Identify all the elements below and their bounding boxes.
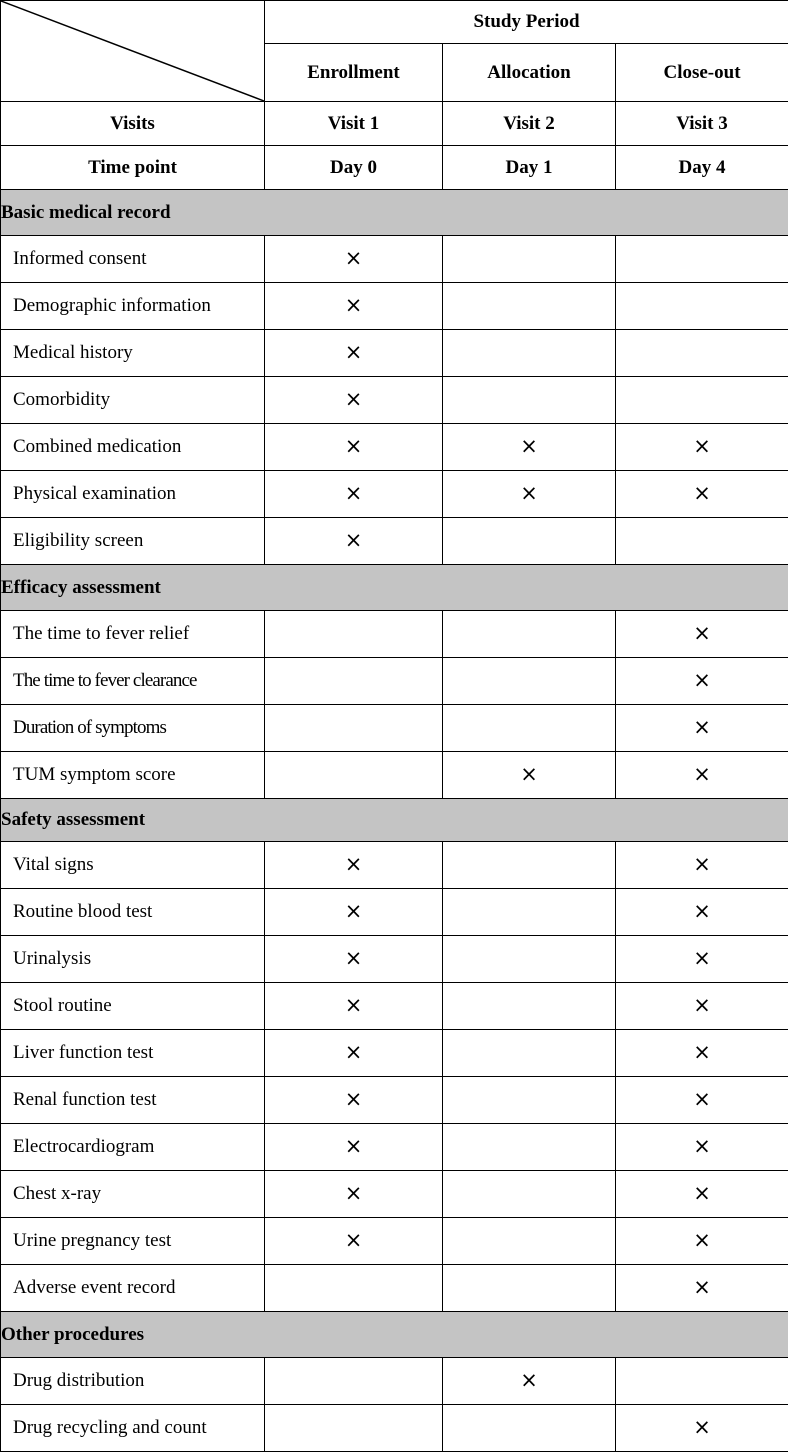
visit-3-cell (616, 1405, 788, 1452)
visit-3-cell (616, 471, 788, 518)
timepoint-label: Time point (1, 146, 265, 190)
visit-1-cell (265, 1030, 443, 1077)
visit-1: Visit 1 (265, 102, 443, 146)
visits-label: Visits (1, 102, 265, 146)
table-row (1, 1077, 788, 1124)
visit-1-cell (265, 1358, 443, 1405)
table-row (1, 611, 788, 658)
section-title: Other procedures (1, 1312, 788, 1358)
row-label: The time to fever relief (1, 611, 265, 658)
visit-3-cell (616, 1124, 788, 1171)
visit-1-cell (265, 330, 443, 377)
visit-1-cell (265, 1265, 443, 1312)
table-row (1, 236, 788, 283)
check-mark-icon: × (345, 852, 363, 876)
check-mark-icon: × (345, 528, 363, 552)
visit-1-cell (265, 983, 443, 1030)
row-label: Drug recycling and count (1, 1405, 265, 1452)
check-mark-icon: × (345, 946, 363, 970)
row-label: Stool routine (1, 983, 265, 1030)
visit-2-cell (443, 936, 616, 983)
check-mark-icon: × (693, 852, 711, 876)
visit-1-cell (265, 1218, 443, 1265)
row-label: Urine pregnancy test (1, 1218, 265, 1265)
check-mark-icon: × (693, 1134, 711, 1158)
visit-2-cell (443, 1218, 616, 1265)
table-row (1, 705, 788, 752)
row-label: Urinalysis (1, 936, 265, 983)
check-mark-icon: × (345, 1040, 363, 1064)
check-mark-icon: × (693, 1228, 711, 1252)
check-mark-icon: × (345, 246, 363, 270)
visit-1-cell (265, 518, 443, 565)
visit-2-cell (443, 424, 616, 471)
table-row (1, 936, 788, 983)
row-label: The time to fever clearance (1, 658, 265, 705)
visit-2-cell (443, 658, 616, 705)
check-mark-icon: × (693, 1040, 711, 1064)
visit-3-cell (616, 889, 788, 936)
check-mark-icon: × (693, 762, 711, 786)
row-label: TUM symptom score (1, 752, 265, 799)
visit-3-cell (616, 424, 788, 471)
visit-1-cell (265, 1077, 443, 1124)
visit-3: Visit 3 (616, 102, 788, 146)
visit-2-cell (443, 1077, 616, 1124)
check-mark-icon: × (345, 387, 363, 411)
visit-1-cell (265, 752, 443, 799)
table-row (1, 1218, 788, 1265)
check-mark-icon: × (520, 762, 538, 786)
visit-1-cell (265, 889, 443, 936)
visit-3-cell (616, 658, 788, 705)
check-mark-icon: × (345, 1228, 363, 1252)
phase-close-out: Close-out (616, 44, 788, 102)
visit-3-cell (616, 1171, 788, 1218)
row-label: Comorbidity (1, 377, 265, 424)
visit-1-cell (265, 377, 443, 424)
visit-2-cell (443, 983, 616, 1030)
study-period-header: Study Period (265, 1, 788, 44)
table-row (1, 471, 788, 518)
visit-3-cell (616, 330, 788, 377)
visit-2-cell (443, 1030, 616, 1077)
section-title: Basic medical record (1, 190, 788, 236)
row-label: Duration of symptoms (1, 705, 265, 752)
check-mark-icon: × (345, 1087, 363, 1111)
table-row (1, 1124, 788, 1171)
visit-2-cell (443, 1358, 616, 1405)
visit-1-cell (265, 936, 443, 983)
table-row (1, 424, 788, 471)
table-row (1, 377, 788, 424)
check-mark-icon: × (345, 993, 363, 1017)
visit-3-cell (616, 1030, 788, 1077)
row-label: Vital signs (1, 842, 265, 889)
table-row (1, 658, 788, 705)
phase-enrollment: Enrollment (265, 44, 443, 102)
check-mark-icon: × (693, 899, 711, 923)
visit-3-cell (616, 842, 788, 889)
visit-1-cell (265, 236, 443, 283)
timepoint-day-1: Day 1 (443, 146, 616, 190)
visit-3-cell (616, 1218, 788, 1265)
header-corner-diagonal (1, 1, 265, 102)
row-label: Combined medication (1, 424, 265, 471)
visit-1-cell (265, 424, 443, 471)
visit-1-cell (265, 658, 443, 705)
section-title: Safety assessment (1, 799, 788, 842)
check-mark-icon: × (345, 293, 363, 317)
table-row (1, 1171, 788, 1218)
row-label: Routine blood test (1, 889, 265, 936)
visit-2-cell (443, 377, 616, 424)
row-label: Demographic information (1, 283, 265, 330)
check-mark-icon: × (345, 899, 363, 923)
visit-3-cell (616, 1265, 788, 1312)
check-mark-icon: × (693, 946, 711, 970)
visit-2-cell (443, 611, 616, 658)
table-row (1, 1030, 788, 1077)
visit-2-cell (443, 1171, 616, 1218)
check-mark-icon: × (520, 1368, 538, 1392)
check-mark-icon: × (345, 434, 363, 458)
visit-2-cell (443, 236, 616, 283)
visit-3-cell (616, 983, 788, 1030)
visit-2-cell (443, 705, 616, 752)
table-row (1, 752, 788, 799)
visit-2-cell (443, 283, 616, 330)
visit-3-cell (616, 377, 788, 424)
visit-2: Visit 2 (443, 102, 616, 146)
check-mark-icon: × (693, 1087, 711, 1111)
check-mark-icon: × (693, 668, 711, 692)
table-row (1, 1358, 788, 1405)
visit-2-cell (443, 330, 616, 377)
table-row (1, 1265, 788, 1312)
check-mark-icon: × (693, 715, 711, 739)
check-mark-icon: × (345, 1134, 363, 1158)
row-label: Drug distribution (1, 1358, 265, 1405)
visit-2-cell (443, 471, 616, 518)
row-label: Informed consent (1, 236, 265, 283)
phase-allocation: Allocation (443, 44, 616, 102)
visit-1-cell (265, 842, 443, 889)
visit-1-cell (265, 283, 443, 330)
section-row (1, 799, 788, 842)
section-row (1, 565, 788, 611)
check-mark-icon: × (693, 481, 711, 505)
visit-3-cell (616, 1358, 788, 1405)
check-mark-icon: × (693, 1275, 711, 1299)
visit-3-cell (616, 936, 788, 983)
visit-3-cell (616, 283, 788, 330)
visit-1-cell (265, 1171, 443, 1218)
row-label: Eligibility screen (1, 518, 265, 565)
visit-2-cell (443, 752, 616, 799)
visit-2-cell (443, 889, 616, 936)
visit-2-cell (443, 1124, 616, 1171)
table-row (1, 842, 788, 889)
visit-1-cell (265, 1405, 443, 1452)
row-label: Renal function test (1, 1077, 265, 1124)
row-label: Physical examination (1, 471, 265, 518)
visit-2-cell (443, 518, 616, 565)
section-row (1, 190, 788, 236)
table-row (1, 283, 788, 330)
table-row (1, 1405, 788, 1452)
visit-1-cell (265, 611, 443, 658)
visit-3-cell (616, 518, 788, 565)
visit-3-cell (616, 705, 788, 752)
row-label: Adverse event record (1, 1265, 265, 1312)
visit-1-cell (265, 705, 443, 752)
check-mark-icon: × (693, 993, 711, 1017)
check-mark-icon: × (693, 1415, 711, 1439)
schedule-body (1, 190, 788, 1452)
section-title: Efficacy assessment (1, 565, 788, 611)
visit-3-cell (616, 236, 788, 283)
visit-2-cell (443, 842, 616, 889)
check-mark-icon: × (345, 481, 363, 505)
visit-2-cell (443, 1265, 616, 1312)
check-mark-icon: × (693, 434, 711, 458)
table-row (1, 330, 788, 377)
table-row (1, 889, 788, 936)
check-mark-icon: × (520, 434, 538, 458)
visit-1-cell (265, 1124, 443, 1171)
check-mark-icon: × (345, 1181, 363, 1205)
row-label: Medical history (1, 330, 265, 377)
visit-2-cell (443, 1405, 616, 1452)
check-mark-icon: × (520, 481, 538, 505)
visit-1-cell (265, 471, 443, 518)
check-mark-icon: × (693, 621, 711, 645)
row-label: Liver function test (1, 1030, 265, 1077)
row-label: Chest x-ray (1, 1171, 265, 1218)
visit-3-cell (616, 611, 788, 658)
check-mark-icon: × (345, 340, 363, 364)
check-mark-icon: × (693, 1181, 711, 1205)
timepoint-day-0: Day 0 (265, 146, 443, 190)
timepoint-day-4: Day 4 (616, 146, 788, 190)
table-row (1, 518, 788, 565)
section-row (1, 1312, 788, 1358)
visit-3-cell (616, 752, 788, 799)
visit-3-cell (616, 1077, 788, 1124)
table-row (1, 983, 788, 1030)
row-label: Electrocardiogram (1, 1124, 265, 1171)
